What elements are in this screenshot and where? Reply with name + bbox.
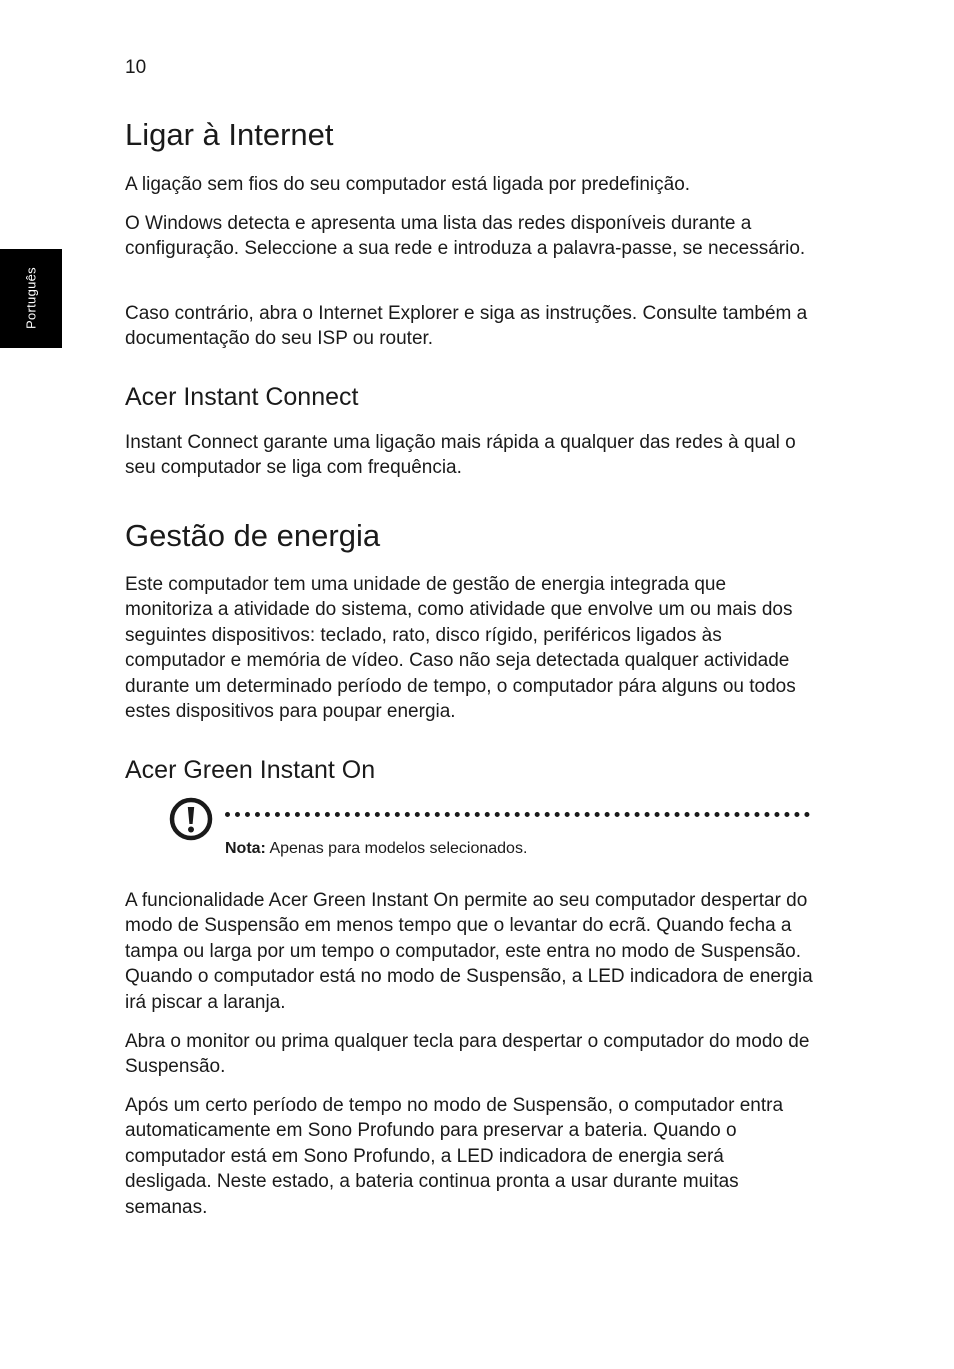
heading-internet: Ligar à Internet — [125, 117, 334, 152]
note-label: Nota: — [225, 840, 266, 857]
page-number: 10 — [125, 57, 147, 78]
paragraph: O Windows detecta e apresenta uma lista das redes disponíveis durante a configuração. Seleccione a sua rede e introduza a palavra-passe, se necessário. — [125, 213, 806, 260]
language-side-tab-label: Português — [23, 267, 39, 329]
exclamation-circle-icon — [169, 797, 213, 841]
paragraph: A ligação sem fios do seu computador está ligada por predefinição. — [125, 174, 691, 195]
paragraph: Instant Connect garante uma ligação mais rápida a qualquer das redes à qual o seu computador se liga com frequência. — [125, 432, 796, 479]
language-side-tab — [0, 249, 62, 348]
note-body: Apenas para modelos selecionados. — [265, 840, 528, 857]
heading-energy: Gestão de energia — [125, 518, 381, 553]
note-dotted-divider — [225, 812, 810, 817]
paragraph: A funcionalidade Acer Green Instant On permite ao seu computador despertar do modo de Suspensão em menos tempo que o levantar do ecrã. Quando fecha a tampa ou larga por um tempo o computador, este entra no modo de Suspensão. Quando o computador está no modo de Suspensão, a LED indicadora de energia irá piscar a laranja. — [125, 890, 813, 1013]
paragraph: Abra o monitor ou prima qualquer tecla para despertar o computador do modo de Suspensão. — [125, 1031, 810, 1078]
paragraph: Caso contrário, abra o Internet Explorer e siga as instruções. Consulte também a documentação do seu ISP ou router. — [125, 303, 808, 350]
heading-green-instant-on: Acer Green Instant On — [125, 756, 376, 784]
note-text — [225, 839, 527, 859]
heading-instant-connect: Acer Instant Connect — [125, 383, 359, 411]
paragraph: Este computador tem uma unidade de gestão de energia integrada que monitoriza a atividade do sistema, como atividade que envolve um ou mais dos seguintes dispositivos: teclado, rato, disco rígido, periféricos ligados às computador e memória de vídeo. Caso não seja detectada qualquer actividade durante um determinado período de tempo, o computador pára alguns ou todos estes dispositivos para poupar energia. — [125, 574, 796, 723]
paragraph: Após um certo período de tempo no modo de Suspensão, o computador entra automaticamente em Sono Profundo para preservar a bateria. Quando o computador está em Sono Profundo, a LED indicadora de energia será desligada. Neste estado, a bateria continua pronta a usar durante muitas semanas. — [125, 1095, 784, 1218]
